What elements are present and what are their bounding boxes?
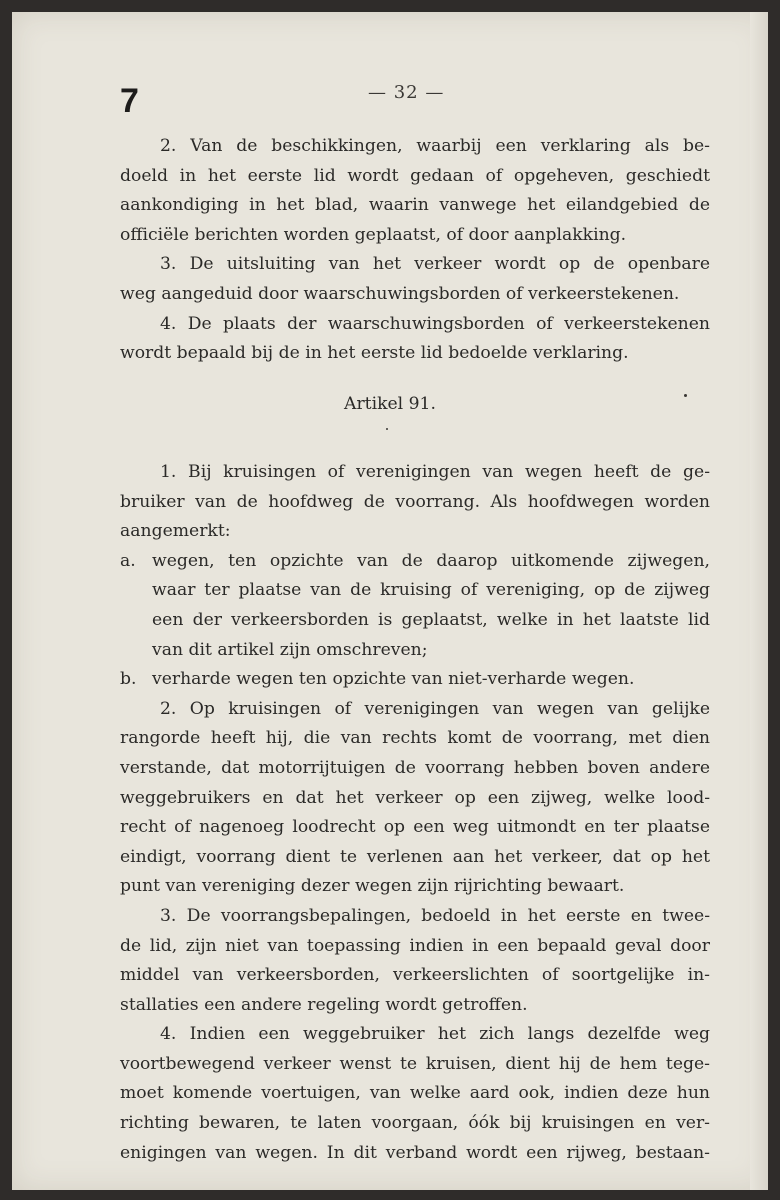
- chapter-number: 7: [120, 82, 139, 120]
- text-line: weg aangeduid door waarschuwingsborden of verkeerstekenen.: [120, 283, 680, 304]
- text-line: verharde wegen ten opzichte van niet-verharde wegen.: [152, 669, 635, 690]
- text-line: wordt bepaald bij de in het eerste lid bedoelde verklaring.: [120, 343, 629, 364]
- text-line: 3. De voorrangsbepalingen, bedoeld in het eerste en twee-: [160, 905, 710, 926]
- text-line: enigingen van wegen. In dit verband wordt een rijweg, bestaan-: [120, 1142, 710, 1163]
- text-line: 4. Indien een weggebruiker het zich langs dezelfde weg: [160, 1024, 710, 1045]
- text-line: van dit artikel zijn omschreven;: [152, 639, 428, 660]
- list-item-label: a.: [120, 550, 136, 571]
- section-1: [120, 132, 710, 369]
- text-line: bruiker van de hoofdweg de voorrang. Als hoofdwegen worden: [120, 491, 710, 512]
- article-heading: Artikel 91.: [344, 394, 436, 414]
- text-line: middel van verkeersborden, verkeerslichten of soortgelijke in-: [120, 965, 710, 986]
- text-line: een der verkeersborden is geplaatst, welke in het laatste lid: [152, 609, 710, 630]
- text-line: officiële berichten worden geplaatst, of door aanplakking.: [120, 224, 627, 245]
- text-line: aankondiging in het blad, waarin vanwege het eilandgebied de: [120, 195, 710, 216]
- text-line: richting bewaren, te laten voorgaan, óók bij kruisingen en ver-: [120, 1113, 710, 1134]
- text-line: stallaties een andere regeling wordt getroffen.: [120, 994, 528, 1015]
- text-line: wegen, ten opzichte van de daarop uitkomende zijwegen,: [152, 550, 710, 571]
- text-line: rangorde heeft hij, die van rechts komt de voorrang, met dien: [120, 728, 710, 749]
- text-line: punt van vereniging dezer wegen zijn rijrichting bewaart.: [120, 876, 625, 897]
- text-line: eindigt, voorrang dient te verlenen aan het verkeer, dat op het: [120, 846, 710, 867]
- list-item-a: [120, 547, 710, 665]
- text-line: waar ter plaatse van de kruising of vereniging, op de zijweg: [152, 580, 710, 601]
- text-line: moet komende voertuigen, van welke aard ook, indien deze hun: [120, 1083, 710, 1104]
- ink-speck: [684, 394, 687, 397]
- section-2: [120, 458, 710, 1168]
- text-line: 1. Bij kruisingen of verenigingen van wegen heeft de ge-: [160, 462, 710, 482]
- list-item-b: [120, 665, 710, 695]
- text-line: weggebruikers en dat het verkeer op een zijweg, welke lood-: [120, 787, 710, 808]
- text-line: 2. Op kruisingen of verenigingen van wegen van gelijke: [160, 698, 710, 719]
- text-line: 3. De uitsluiting van het verkeer wordt op de openbare: [160, 254, 710, 275]
- text-line: verstande, dat motorrijtuigen de voorrang hebben boven andere: [120, 757, 710, 778]
- text-line: voortbewegend verkeer wenst te kruisen, dient hij de hem tege-: [120, 1053, 710, 1074]
- document-page: [12, 12, 768, 1190]
- page-edge: [750, 12, 768, 1190]
- text-line: 4. De plaats der waarschuwingsborden of verkeerstekenen: [160, 313, 710, 334]
- text-line: de lid, zijn niet van toepassing indien in een bepaald geval door: [120, 935, 710, 956]
- text-line: recht of nagenoeg loodrecht op een weg uitmondt en ter plaatse: [120, 817, 710, 838]
- list-item-label: b.: [120, 669, 137, 690]
- page-number: — 32 —: [368, 82, 445, 103]
- ink-speck: [386, 428, 388, 430]
- text-line: aangemerkt:: [120, 521, 231, 542]
- text-line: doeld in het eerste lid wordt gedaan of opgeheven, geschiedt: [120, 165, 710, 186]
- text-line: 2. Van de beschikkingen, waarbij een verklaring als be-: [160, 136, 710, 156]
